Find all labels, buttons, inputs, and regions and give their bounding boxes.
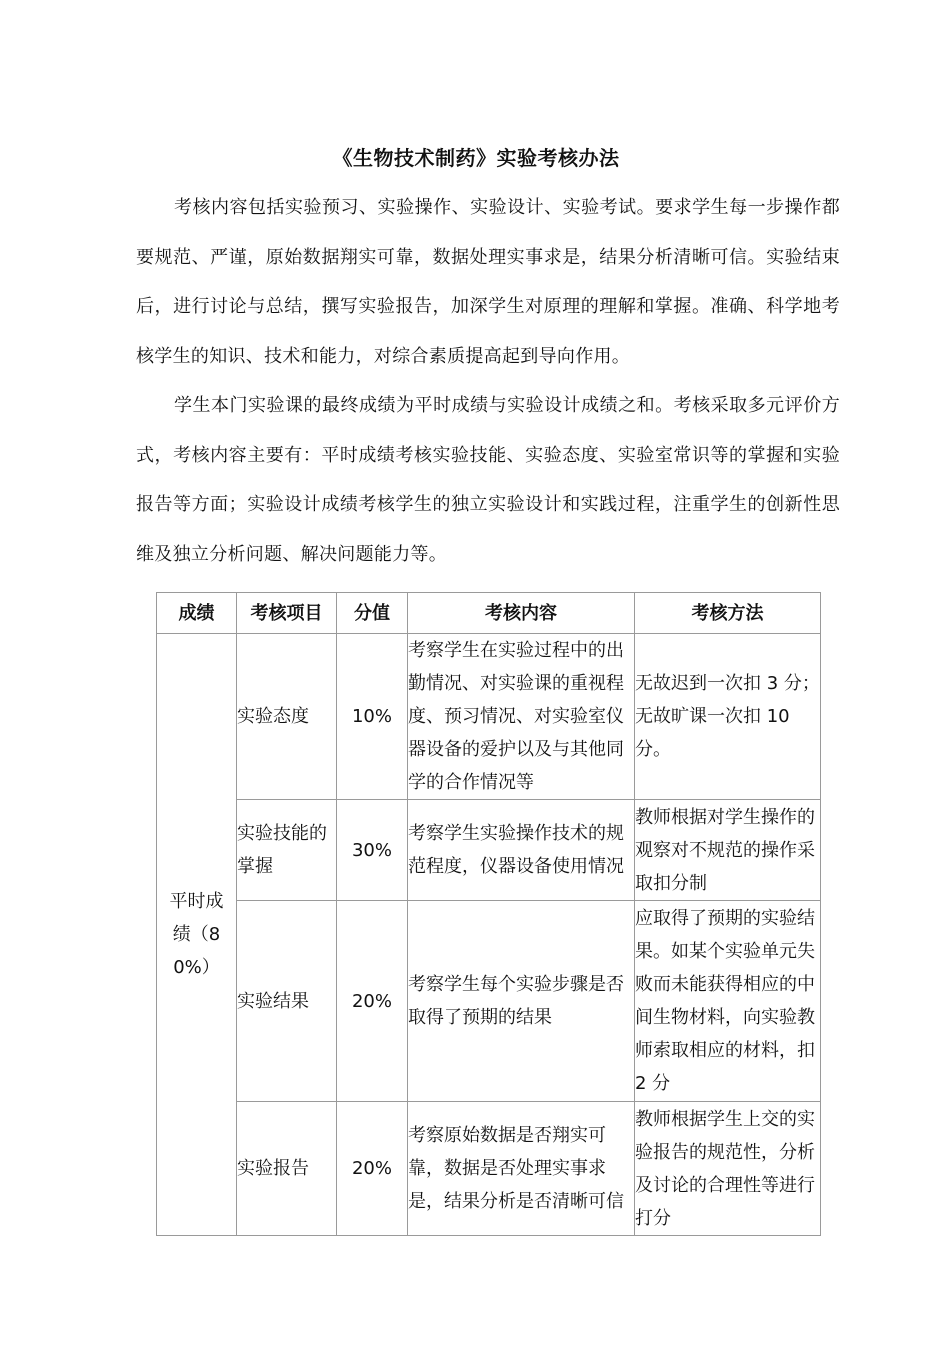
- header-grade: 成绩: [157, 593, 237, 634]
- item-cell: 实验结果: [237, 901, 337, 1102]
- grade-group-cell: 平时成绩（80%）: [157, 634, 237, 1236]
- header-score: 分值: [337, 593, 408, 634]
- paragraph-grading: 学生本门实验课的最终成绩为平时成绩与实验设计成绩之和。考核采取多元评价方式，考核内容主要有：平时成绩考核实验技能、实验态度、实验室常识等的掌握和实验报告等方面；实验设计成绩考核学生的独立实验设计和实践过程，注重学生的创新性思维及独立分析问题、解决问题能力等。: [136, 395, 840, 565]
- score-cell: 20%: [337, 1102, 408, 1236]
- item-cell: 实验报告: [237, 1102, 337, 1236]
- content-cell: 考察学生实验操作技术的规范程度，仪器设备使用情况: [408, 800, 635, 901]
- method-cell: 教师根据学生上交的实验报告的规范性，分析及讨论的合理性等进行打分: [635, 1102, 821, 1236]
- score-cell: 10%: [337, 634, 408, 800]
- table-row: [157, 800, 821, 901]
- header-item: 考核项目: [237, 593, 337, 634]
- assessment-table: [156, 592, 821, 1236]
- header-method: 考核方法: [635, 593, 821, 634]
- method-cell: 无故迟到一次扣 3 分；无故旷课一次扣 10 分。: [635, 634, 821, 800]
- header-content: 考核内容: [408, 593, 635, 634]
- table-row: [157, 901, 821, 1102]
- item-cell: 实验技能的掌握: [237, 800, 337, 901]
- method-cell: 应取得了预期的实验结果。如某个实验单元失败而未能获得相应的中间生物材料，向实验教师索取相应的材料，扣 2 分: [635, 901, 821, 1102]
- table-row: [157, 1102, 821, 1236]
- content-cell: 考察学生在实验过程中的出勤情况、对实验课的重视程度、预习情况、对实验室仪器设备的爱护以及与其他同学的合作情况等: [408, 634, 635, 800]
- method-cell: 教师根据对学生操作的观察对不规范的操作采取扣分制: [635, 800, 821, 901]
- item-cell: 实验态度: [237, 634, 337, 800]
- content-cell: 考察原始数据是否翔实可靠，数据是否处理实事求是，结果分析是否清晰可信: [408, 1102, 635, 1236]
- paragraph-intro: 考核内容包括实验预习、实验操作、实验设计、实验考试。要求学生每一步操作都要规范、严谨，原始数据翔实可靠，数据处理实事求是，结果分析清晰可信。实验结束后，进行讨论与总结，撰写实验报告，加深学生对原理的理解和掌握。准确、科学地考核学生的知识、技术和能力，对综合素质提高起到导向作用。: [136, 197, 840, 367]
- content-cell: 考察学生每个实验步骤是否取得了预期的结果: [408, 901, 635, 1102]
- score-cell: 20%: [337, 901, 408, 1102]
- table-row: [157, 634, 821, 800]
- table-header-row: [157, 593, 821, 634]
- page-title: 《生物技术制药》实验考核办法: [332, 146, 620, 170]
- score-cell: 30%: [337, 800, 408, 901]
